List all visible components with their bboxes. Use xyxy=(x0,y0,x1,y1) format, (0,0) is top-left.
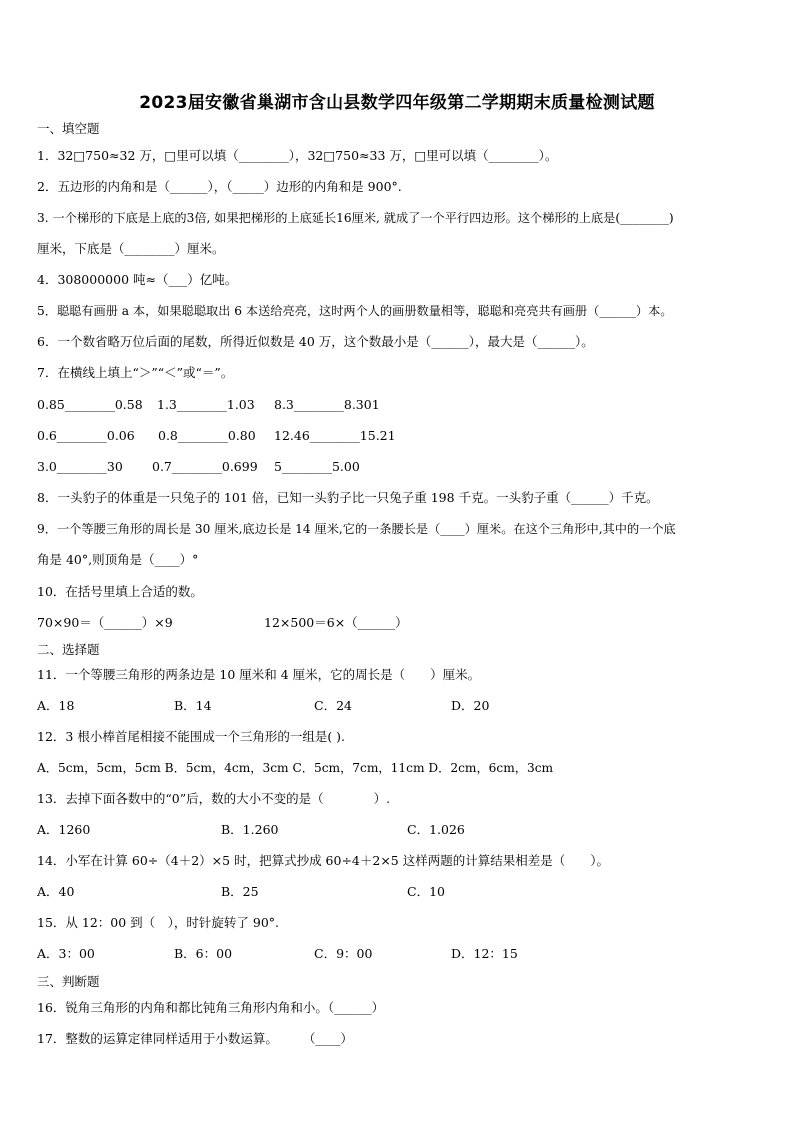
option-d: D．12：15 xyxy=(451,946,518,961)
fill-item: 12×500＝6×（______） xyxy=(264,615,408,630)
question-3-line-1: 3. 一个梯形的下底是上底的3倍, 如果把梯形的上底延长16厘米, 就成了一个平行四边形。这个梯形的上底是(________) xyxy=(37,211,674,225)
fill-item: 70×90＝（______）×9 xyxy=(37,615,173,630)
compare-item: 8.3________8.301 xyxy=(274,397,380,412)
question-12-options: A．5cm，5cm，5cm B．5cm，4cm，3cm C．5cm，7cm，11cm D．2cm，6cm，3cm xyxy=(37,761,554,775)
option-a: A．1260 xyxy=(37,822,91,837)
question-3-line-2: 厘米，下底是（________）厘米。 xyxy=(37,241,225,256)
compare-item: 0.8________0.80 xyxy=(158,428,256,443)
question-8: 8．一头豹子的体重是一只兔子的 101 倍，已知一头豹子比一只兔子重 198 千克。一头豹子重（______）千克。 xyxy=(37,490,659,505)
compare-item: 3.0________30 xyxy=(37,459,123,474)
section-heading-choice: 二、选择题 xyxy=(37,642,100,657)
question-2: 2．五边形的内角和是（______），（_____）边形的内角和是 900°. xyxy=(37,179,402,194)
question-9-line-2: 角是 40°,则顶角是（____）° xyxy=(37,552,199,567)
option-c: C．9：00 xyxy=(314,946,373,961)
question-15: 15．从 12：00 到（ ），时针旋转了 90°. xyxy=(37,915,280,930)
question-14: 14．小军在计算 60÷（4＋2）×5 时，把算式抄成 60÷4＋2×5 这样两题的计算结果相差是（ ）。 xyxy=(37,853,609,868)
option-d: D．20 xyxy=(451,698,490,713)
compare-item: 1.3________1.03 xyxy=(157,397,255,412)
question-9-line-1: 9．一个等腰三角形的周长是 30 厘米,底边长是 14 厘米,它的一条腰长是（____）厘米。在这个三角形中,其中的一个底 xyxy=(37,522,676,536)
option-c: C．1.026 xyxy=(407,822,465,837)
page-title: 2023届安徽省巢湖市含山县数学四年级第二学期期末质量检测试题 xyxy=(139,93,655,113)
question-10: 10．在括号里填上合适的数。 xyxy=(37,584,203,599)
compare-item: 12.46________15.21 xyxy=(274,428,396,443)
compare-item: 0.85________0.58 xyxy=(37,397,143,412)
question-4: 4．308000000 吨≈（___）亿吨。 xyxy=(37,272,238,287)
option-a: A．3：00 xyxy=(37,946,95,961)
option-a: A．18 xyxy=(37,698,75,713)
option-c: C．10 xyxy=(407,884,445,899)
section-heading-fill-blank: 一、填空题 xyxy=(37,121,100,136)
option-a: A．40 xyxy=(37,884,75,899)
option-b: B．6：00 xyxy=(174,946,233,961)
question-11: 11．一个等腰三角形的两条边是 10 厘米和 4 厘米，它的周长是（ ）厘米。 xyxy=(37,667,481,682)
option-b: B．1.260 xyxy=(221,822,279,837)
option-c: C．24 xyxy=(314,698,352,713)
question-6: 6．一个数省略万位后面的尾数，所得近似数是 40 万，这个数最小是（______），最大是（______）。 xyxy=(37,334,594,349)
question-16: 16．锐角三角形的内角和都比钝角三角形内角和小。（______） xyxy=(37,1000,385,1015)
question-12: 12．3 根小棒首尾相接不能围成一个三角形的一组是( ). xyxy=(37,729,346,744)
option-b: B．14 xyxy=(174,698,212,713)
compare-item: 0.6________0.06 xyxy=(37,428,135,443)
compare-item: 0.7________0.699 xyxy=(152,459,258,474)
question-1: 1．32□750≈32 万，□里可以填（________），32□750≈33 万，□里可以填（________）。 xyxy=(37,148,558,163)
section-heading-judge: 三、判断题 xyxy=(37,974,100,989)
question-13: 13．去掉下面各数中的“0”后，数的大小不变的是（ ）. xyxy=(37,791,391,806)
compare-item: 5________5.00 xyxy=(274,459,360,474)
option-b: B．25 xyxy=(221,884,259,899)
question-7: 7．在横线上填上“＞”“＜”或“＝”。 xyxy=(37,365,234,380)
question-5: 5．聪聪有画册 a 本，如果聪聪取出 6 本送给亮亮，这时两个人的画册数量相等，聪聪和亮亮共有画册（______）本。 xyxy=(37,304,673,318)
question-17: 17．整数的运算定律同样适用于小数运算。 （____） xyxy=(37,1031,353,1046)
